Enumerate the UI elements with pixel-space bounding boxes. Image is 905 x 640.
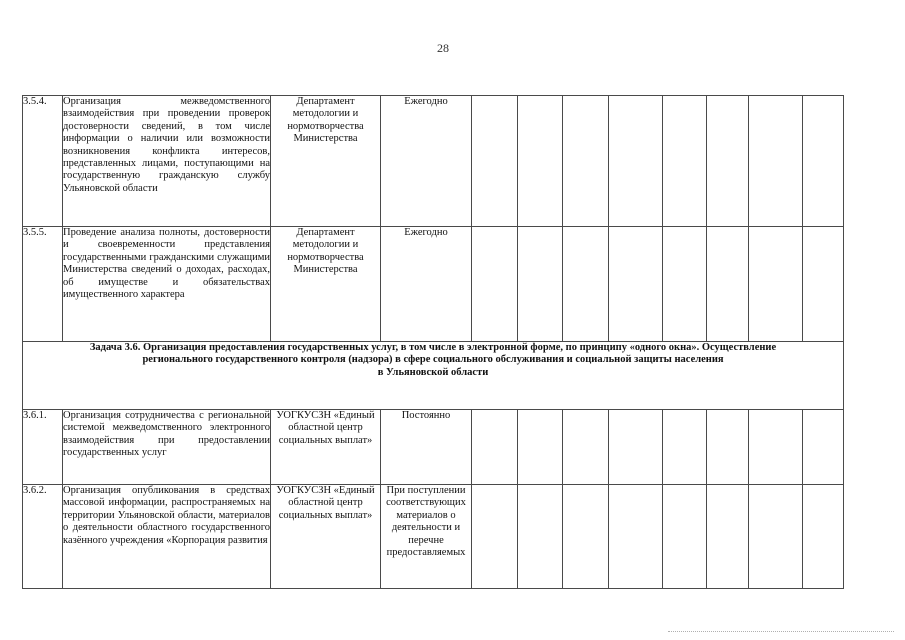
row-number: 3.5.5.	[23, 227, 63, 342]
empty-cell	[518, 227, 563, 342]
row-number: 3.6.1.	[23, 410, 63, 485]
empty-cell	[707, 227, 749, 342]
task-heading-row	[23, 342, 844, 410]
empty-cell	[609, 96, 663, 227]
empty-cell	[707, 485, 749, 589]
empty-cell	[609, 410, 663, 485]
table-row	[23, 96, 844, 227]
row-term: Постоянно	[381, 410, 472, 485]
empty-cell	[563, 227, 609, 342]
row-description: Организация сотрудничества с региональной системой межведомственного электронного взаимодействия при предоставлении государственных услуг	[63, 410, 271, 485]
empty-cell	[663, 227, 707, 342]
empty-cell	[563, 485, 609, 589]
row-responsible: Департамент методологии и нормотворчества Министерства	[271, 96, 381, 227]
row-number: 3.5.4.	[23, 96, 63, 227]
table-row	[23, 227, 844, 342]
empty-cell	[663, 96, 707, 227]
row-description: Организация межведомственного взаимодействия при проведении проверок достоверности сведений, в том числе информации о наличии или возможности возникновения конфликта интересов, представленных лицами, поступающими на государственную гражданскую службу Ульяновской области	[63, 96, 271, 227]
empty-cell	[472, 96, 518, 227]
task-heading	[23, 342, 844, 410]
empty-cell	[472, 410, 518, 485]
empty-cell	[663, 485, 707, 589]
task-heading-line: Задача 3.6. Организация предоставления государственных услуг, в том числе в электронной форме, по принципу «одного окна». Осуществление	[89, 342, 777, 353]
row-description: Проведение анализа полноты, достоверности и своевременности представления государственными гражданскими служащими Министерства сведений о доходах, расходах, об имуществе и обязательствах имущественного характера	[63, 227, 271, 342]
empty-cell	[749, 485, 803, 589]
empty-cell	[749, 96, 803, 227]
table-row	[23, 410, 844, 485]
empty-cell	[472, 485, 518, 589]
task-heading-line: в Ульяновской области	[377, 366, 489, 378]
empty-cell	[803, 410, 844, 485]
row-term: При поступлении соответствующих материалов о деятельности и перечне предоставляемых	[381, 485, 472, 589]
row-number: 3.6.2.	[23, 485, 63, 589]
row-responsible: УОГКУСЗН «Единый областной центр социальных выплат»	[271, 410, 381, 485]
empty-cell	[518, 96, 563, 227]
empty-cell	[707, 410, 749, 485]
empty-cell	[803, 96, 844, 227]
task-heading-line: регионального государственного контроля (надзора) в сфере социального обслуживания и социальной защиты населения	[142, 354, 724, 366]
empty-cell	[707, 96, 749, 227]
page-number: 28	[437, 41, 449, 55]
empty-cell	[518, 410, 563, 485]
empty-cell	[609, 227, 663, 342]
empty-cell	[472, 227, 518, 342]
row-responsible: Департамент методологии и нормотворчества Министерства	[271, 227, 381, 342]
empty-cell	[749, 227, 803, 342]
empty-cell	[563, 96, 609, 227]
empty-cell	[803, 485, 844, 589]
empty-cell	[563, 410, 609, 485]
empty-cell	[609, 485, 663, 589]
table-row	[23, 485, 844, 589]
row-term: Ежегодно	[381, 227, 472, 342]
empty-cell	[663, 410, 707, 485]
empty-cell	[518, 485, 563, 589]
scan-artifact-line	[668, 631, 894, 633]
row-term: Ежегодно	[381, 96, 472, 227]
action-plan-table	[22, 95, 844, 589]
empty-cell	[803, 227, 844, 342]
row-description: Организация опубликования в средствах массовой информации, распространяемых на территории Ульяновской области, материалов о деятельности областного государственного казённого учреждения «Корпорация развития	[63, 485, 271, 589]
row-responsible: УОГКУСЗН «Единый областной центр социальных выплат»	[271, 485, 381, 589]
empty-cell	[749, 410, 803, 485]
